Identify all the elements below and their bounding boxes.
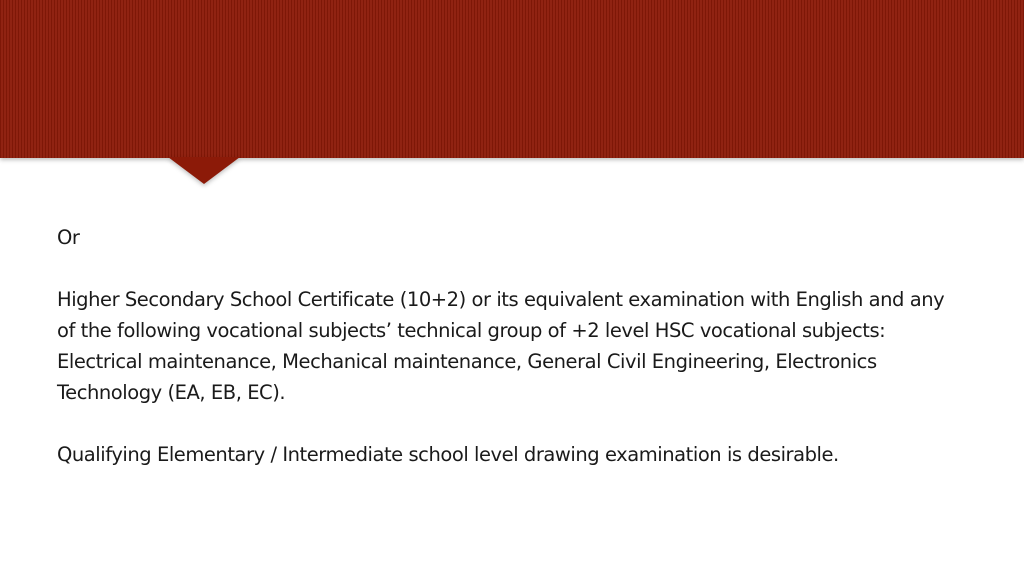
hsc-paragraph: Higher Secondary School Certificate (10+2) or its equivalent examination with English and any of the following vocational subjects’ technical group of +2 level HSC vocational subjects: Electrical maintenance, Mechanical maintenance, General Civil Engineering, Electronics Technology (EA, EB, EC). [57,288,945,404]
paragraph-spacer [57,408,957,439]
banner-notch [168,157,240,184]
paragraph-spacer [57,253,957,284]
drawing-paragraph: Qualifying Elementary / Intermediate school level drawing examination is desirable. [57,443,839,466]
or-paragraph: Or [57,226,80,249]
header-banner [0,0,1024,158]
slide-body [57,222,957,470]
